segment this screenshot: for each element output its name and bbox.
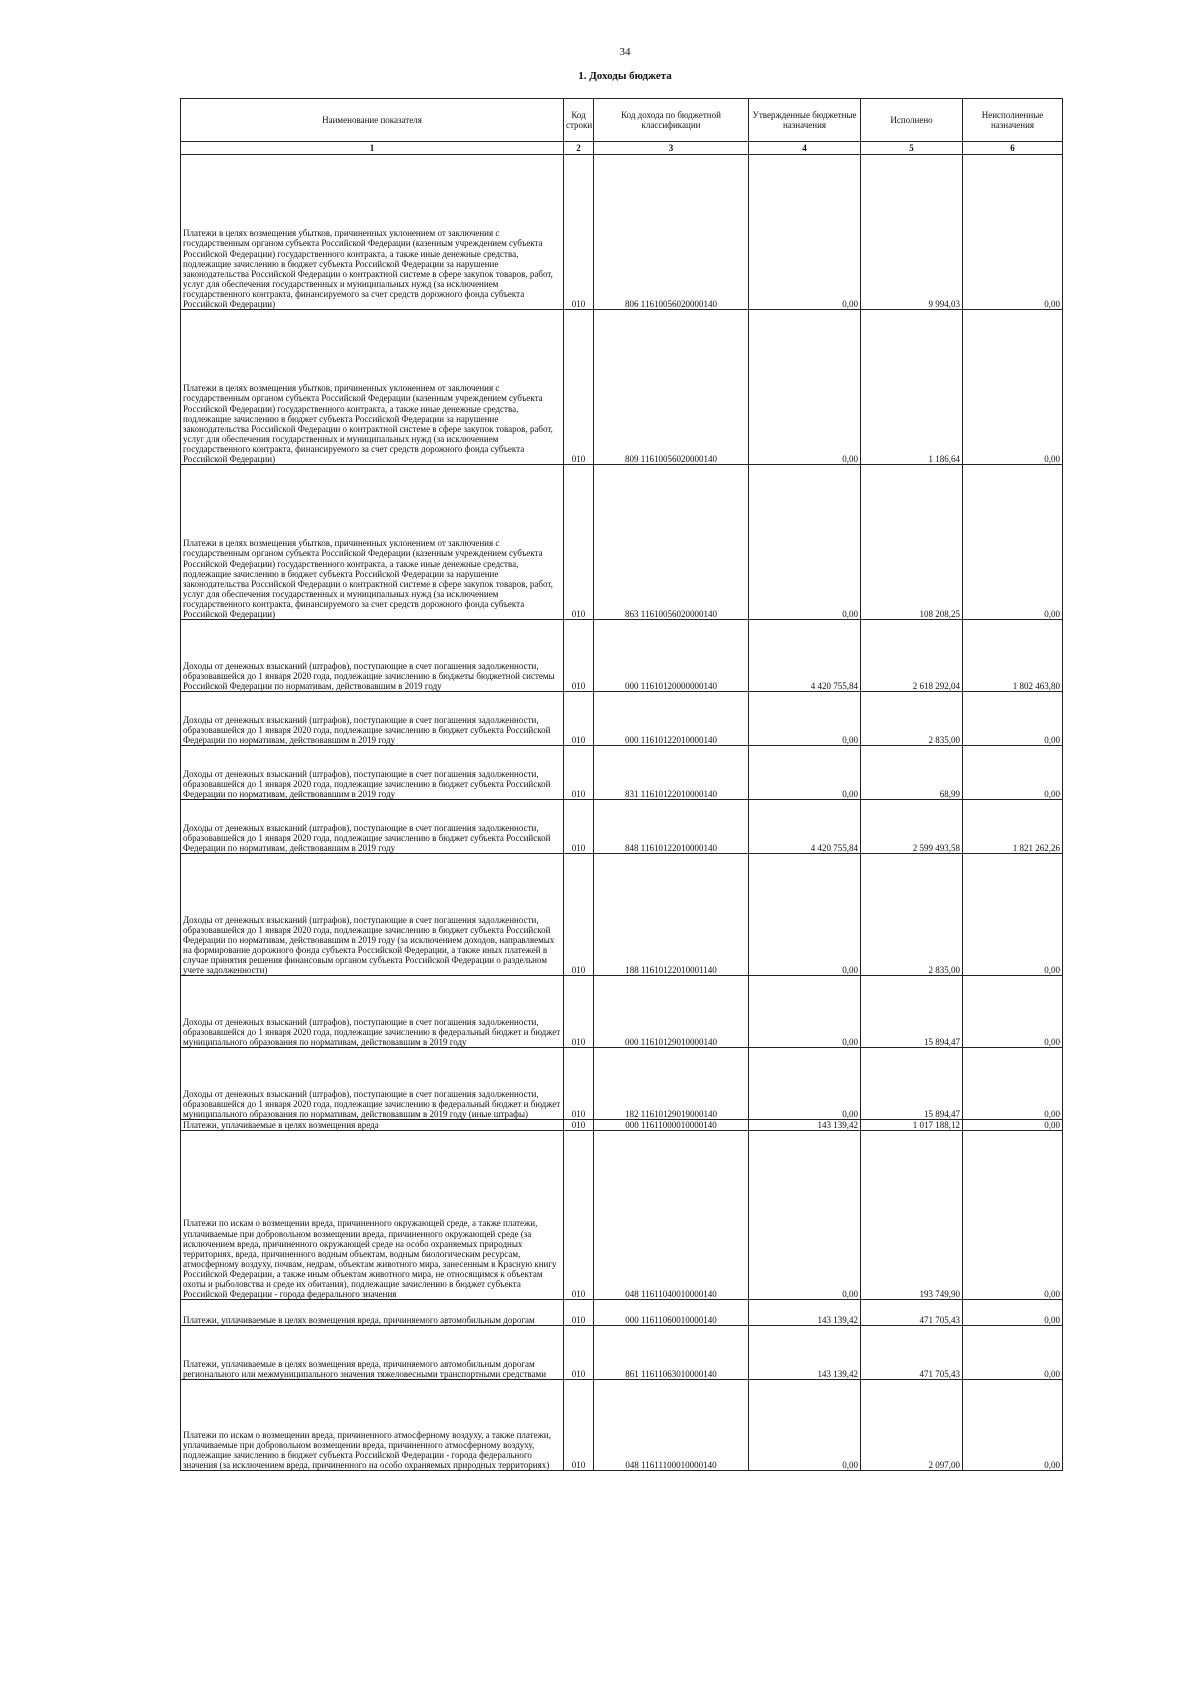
table-row: [181, 1326, 1063, 1380]
row-name: Доходы от денежных взысканий (штрафов), поступающие в счет погашения задолженности, образовавшейся до 1 января 2020 года, подлежащие зачислению в федеральный бюджет и бюджет муниципального образования по нормативам, действовавшим в 2019 году: [181, 976, 564, 1048]
row-unexecuted: 0,00: [963, 976, 1063, 1048]
row-line-code: 010: [564, 854, 594, 976]
header-executed: Исполнено: [861, 99, 963, 142]
row-executed: 108 208,25: [861, 465, 963, 620]
row-name: Платежи по искам о возмещении вреда, причиненного окружающей среде, а также платежи, уплачиваемые при добровольном возмещении вреда, причиненного окружающей среде (за исключением вреда, причиненного окружающей среде на особо охраняемых природных территориях, вреда, причиненного водным объектам, водным биологическим ресурсам, атмосферному воздуху, почвам, недрам, объектам животного мира, занесенным в Красную книгу Российской Федерации, а также иным объектам животного мира, не относящимся к объектам охоты и рыболовства и среде их обитания), подлежащие зачислению в бюджет субъекта Российской Федерации - города федерального значения: [181, 1131, 564, 1300]
row-unexecuted: 0,00: [963, 465, 1063, 620]
row-kbk-code: 806 11610056020000140: [594, 155, 749, 310]
row-approved: 0,00: [749, 155, 861, 310]
row-approved: 4 420 755,84: [749, 800, 861, 854]
row-line-code: 010: [564, 1326, 594, 1380]
table-row: [181, 1048, 1063, 1120]
row-line-code: 010: [564, 465, 594, 620]
row-approved: 143 139,42: [749, 1300, 861, 1326]
row-kbk-code: 000 11611060010000140: [594, 1300, 749, 1326]
table-row: [181, 1300, 1063, 1326]
row-approved: 0,00: [749, 976, 861, 1048]
row-kbk-code: 863 11610056020000140: [594, 465, 749, 620]
table-row: [181, 854, 1063, 976]
row-executed: 15 894,47: [861, 976, 963, 1048]
row-kbk-code: 861 11611063010000140: [594, 1326, 749, 1380]
row-name: Доходы от денежных взысканий (штрафов), поступающие в счет погашения задолженности, образовавшейся до 1 января 2020 года, подлежащие зачислению в бюджет субъекта Российской Федерации по нормативам, действовавшим в 2019 году: [181, 746, 564, 800]
row-executed: 2 835,00: [861, 692, 963, 746]
row-name: Доходы от денежных взысканий (штрафов), поступающие в счет погашения задолженности, образовавшейся до 1 января 2020 года, подлежащие зачислению в бюджеты бюджетной системы Российской Федерации по нормативам, действовавшим в 2019 году: [181, 620, 564, 692]
row-kbk-code: 831 11610122010000140: [594, 746, 749, 800]
row-kbk-code: 000 11610129010000140: [594, 976, 749, 1048]
row-line-code: 010: [564, 155, 594, 310]
row-unexecuted: 0,00: [963, 1131, 1063, 1300]
table-row: [181, 310, 1063, 465]
row-line-code: 010: [564, 310, 594, 465]
row-kbk-code: 188 11610122010001140: [594, 854, 749, 976]
table-row: [181, 746, 1063, 800]
header-line-code: Код строки: [564, 99, 594, 142]
row-kbk-code: 000 11610120000000140: [594, 620, 749, 692]
row-approved: 0,00: [749, 465, 861, 620]
row-approved: 4 420 755,84: [749, 620, 861, 692]
row-kbk-code: 048 11611040010000140: [594, 1131, 749, 1300]
table-row: [181, 465, 1063, 620]
header-kbk-code: Код дохода по бюджетной классификации: [594, 99, 749, 142]
row-approved: 0,00: [749, 310, 861, 465]
table-row: [181, 800, 1063, 854]
column-index: 4: [749, 142, 861, 155]
column-index: 3: [594, 142, 749, 155]
column-index: 5: [861, 142, 963, 155]
table-row: [181, 620, 1063, 692]
row-approved: 0,00: [749, 1048, 861, 1120]
row-approved: 0,00: [749, 1380, 861, 1471]
row-name: Платежи в целях возмещения убытков, причиненных уклонением от заключения с государственным органом субъекта Российской Федерации (казенным учреждением субъекта Российской Федерации) государственного контракта, а также иные денежные средства, подлежащие зачислению в бюджет субъекта Российской Федерации за нарушение законодательства Российской Федерации о контрактной системе в сфере закупок товаров, работ, услуг для обеспечения государственных и муниципальных нужд (за исключением государственного контракта, финансируемого за счет средств дорожного фонда субъекта Российской Федерации): [181, 310, 564, 465]
table-row: [181, 1131, 1063, 1300]
row-name: Платежи, уплачиваемые в целях возмещения вреда: [181, 1120, 564, 1131]
row-kbk-code: 182 11610129019000140: [594, 1048, 749, 1120]
row-executed: 2 618 292,04: [861, 620, 963, 692]
row-unexecuted: 0,00: [963, 1120, 1063, 1131]
row-executed: 1 186,64: [861, 310, 963, 465]
row-line-code: 010: [564, 976, 594, 1048]
row-line-code: 010: [564, 1120, 594, 1131]
row-unexecuted: 0,00: [963, 1326, 1063, 1380]
row-name: Доходы от денежных взысканий (штрафов), поступающие в счет погашения задолженности, образовавшейся до 1 января 2020 года, подлежащие зачислению в бюджет субъекта Российской Федерации по нормативам, действовавшим в 2019 году: [181, 692, 564, 746]
row-line-code: 010: [564, 692, 594, 746]
row-unexecuted: 0,00: [963, 1048, 1063, 1120]
column-index: 1: [181, 142, 564, 155]
column-index: 2: [564, 142, 594, 155]
row-approved: 143 139,42: [749, 1120, 861, 1131]
row-unexecuted: 0,00: [963, 1380, 1063, 1471]
row-approved: 0,00: [749, 854, 861, 976]
page-number: 34: [619, 46, 631, 58]
row-name: Платежи в целях возмещения убытков, причиненных уклонением от заключения с государственным органом субъекта Российской Федерации (казенным учреждением субъекта Российской Федерации) государственного контракта, а также иные денежные средства, подлежащие зачислению в бюджет субъекта Российской Федерации за нарушение законодательства Российской Федерации о контрактной системе в сфере закупок товаров, работ, услуг для обеспечения государственных и муниципальных нужд (за исключением государственного контракта, финансируемого за счет средств дорожного фонда субъекта Российской Федерации): [181, 465, 564, 620]
row-unexecuted: 1 802 463,80: [963, 620, 1063, 692]
budget-revenue-table: [180, 98, 1063, 1471]
row-approved: 0,00: [749, 1131, 861, 1300]
row-approved: 0,00: [749, 692, 861, 746]
row-executed: 9 994,03: [861, 155, 963, 310]
row-name: Платежи, уплачиваемые в целях возмещения вреда, причиняемого автомобильным дорогам: [181, 1300, 564, 1326]
row-unexecuted: 0,00: [963, 155, 1063, 310]
row-name: Платежи по искам о возмещении вреда, причиненного атмосферному воздуху, а также платежи, уплачиваемые при добровольном возмещении вреда, причиненного атмосферному воздуху, подлежащие зачислению в бюджет субъекта Российской Федерации - города федерального значения (за исключением вреда, причиненного на особо охраняемых природных территориях): [181, 1380, 564, 1471]
row-unexecuted: 0,00: [963, 692, 1063, 746]
row-executed: 193 749,90: [861, 1131, 963, 1300]
table-row: [181, 692, 1063, 746]
row-unexecuted: 0,00: [963, 310, 1063, 465]
row-line-code: 010: [564, 620, 594, 692]
header-approved: Утвержденные бюджетные назначения: [749, 99, 861, 142]
table-row: [181, 1380, 1063, 1471]
row-name: Доходы от денежных взысканий (штрафов), поступающие в счет погашения задолженности, образовавшейся до 1 января 2020 года, подлежащие зачислению в федеральный бюджет и бюджет муниципального образования по нормативам, действовавшим в 2019 году (иные штрафы): [181, 1048, 564, 1120]
row-line-code: 010: [564, 746, 594, 800]
row-kbk-code: 000 11610122010000140: [594, 692, 749, 746]
row-unexecuted: 0,00: [963, 854, 1063, 976]
row-executed: 2 835,00: [861, 854, 963, 976]
row-line-code: 010: [564, 1300, 594, 1326]
row-unexecuted: 0,00: [963, 1300, 1063, 1326]
table-row: [181, 155, 1063, 310]
row-executed: 1 017 188,12: [861, 1120, 963, 1131]
column-index: 6: [963, 142, 1063, 155]
row-line-code: 010: [564, 1131, 594, 1300]
row-name: Доходы от денежных взысканий (штрафов), поступающие в счет погашения задолженности, образовавшейся до 1 января 2020 года, подлежащие зачислению в бюджет субъекта Российской Федерации по нормативам, действовавшим в 2019 году: [181, 800, 564, 854]
row-executed: 15 894,47: [861, 1048, 963, 1120]
column-index-row: [181, 142, 1063, 155]
row-name: Платежи в целях возмещения убытков, причиненных уклонением от заключения с государственным органом субъекта Российской Федерации (казенным учреждением субъекта Российской Федерации) государственного контракта, а также иные денежные средства, подлежащие зачислению в бюджет субъекта Российской Федерации за нарушение законодательства Российской Федерации о контрактной системе в сфере закупок товаров, работ, услуг для обеспечения государственных и муниципальных нужд (за исключением государственного контракта, финансируемого за счет средств дорожного фонда субъекта Российской Федерации): [181, 155, 564, 310]
row-name: Доходы от денежных взысканий (штрафов), поступающие в счет погашения задолженности, образовавшейся до 1 января 2020 года, подлежащие зачислению в бюджет субъекта Российской Федерации по нормативам, действовавшим в 2019 году (за исключением доходов, направляемых на формирование дорожного фонда субъекта Российской Федерации, а также иных платежей в случае принятия решения финансовым органом субъекта Российской Федерации о раздельном учете задолженности): [181, 854, 564, 976]
row-unexecuted: 1 821 262,26: [963, 800, 1063, 854]
table-row: [181, 1120, 1063, 1131]
row-kbk-code: 848 11610122010000140: [594, 800, 749, 854]
row-unexecuted: 0,00: [963, 746, 1063, 800]
row-approved: 143 139,42: [749, 1326, 861, 1380]
row-kbk-code: 809 11610056020000140: [594, 310, 749, 465]
row-executed: 471 705,43: [861, 1326, 963, 1380]
table-header-row: [181, 99, 1063, 142]
section-title: 1. Доходы бюджета: [578, 70, 672, 82]
row-approved: 0,00: [749, 746, 861, 800]
table-row: [181, 976, 1063, 1048]
header-unexecuted: Неисполненные назначения: [963, 99, 1063, 142]
row-name: Платежи, уплачиваемые в целях возмещения вреда, причиняемого автомобильным дорогам регионального или межмуниципального значения тяжеловесными транспортными средствами: [181, 1326, 564, 1380]
row-executed: 471 705,43: [861, 1300, 963, 1326]
header-name: Наименование показателя: [181, 99, 564, 142]
row-line-code: 010: [564, 800, 594, 854]
row-kbk-code: 048 11611100010000140: [594, 1380, 749, 1471]
row-line-code: 010: [564, 1380, 594, 1471]
row-executed: 2 599 493,58: [861, 800, 963, 854]
row-line-code: 010: [564, 1048, 594, 1120]
row-kbk-code: 000 11611000010000140: [594, 1120, 749, 1131]
row-executed: 2 097,00: [861, 1380, 963, 1471]
row-executed: 68,99: [861, 746, 963, 800]
